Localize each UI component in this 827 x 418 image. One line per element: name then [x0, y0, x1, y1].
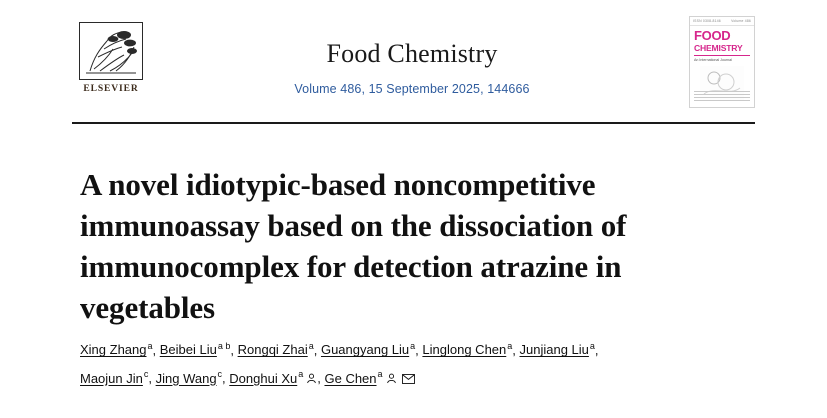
elsevier-wordmark: ELSEVIER [83, 84, 139, 94]
corresponding-author-email-icon[interactable] [402, 368, 415, 378]
author-separator: , [512, 342, 520, 358]
author-profile-icon[interactable] [386, 368, 397, 379]
cover-brand-line1: FOOD [694, 28, 731, 43]
cover-volume: Volume 486 [731, 19, 751, 23]
author-name: Ge Chen [324, 370, 377, 386]
author-affiliation: c [217, 369, 223, 380]
author-affiliation: a [410, 341, 416, 351]
journal-cover-thumbnail[interactable] [689, 16, 755, 108]
author-item[interactable] [229, 371, 317, 386]
author-profile-icon[interactable] [306, 368, 317, 379]
elsevier-tree-logo-icon [79, 22, 143, 80]
author-affiliation: a [507, 341, 513, 351]
author-name: Donghui Xu [229, 370, 298, 386]
author-name: Guangyang Liu [320, 342, 410, 358]
author-affiliation: a [589, 341, 595, 351]
author-separator: , [313, 342, 321, 358]
author-name: Maojun Jin [80, 370, 143, 386]
author-affiliation: a [298, 369, 304, 380]
author-affiliation: c [143, 369, 149, 380]
author-item[interactable] [321, 342, 415, 357]
author-affiliation: a [147, 341, 153, 351]
journal-title[interactable]: Food Chemistry [326, 39, 498, 68]
author-separator: , [594, 342, 599, 358]
author-item[interactable] [324, 371, 414, 386]
elsevier-logo [72, 22, 150, 106]
author-item[interactable] [422, 342, 512, 357]
journal-info [162, 40, 662, 96]
author-item[interactable] [156, 371, 222, 386]
cover-topbar [690, 17, 754, 26]
author-separator: , [148, 370, 156, 386]
author-separator: , [222, 370, 230, 386]
author-separator: , [152, 342, 160, 358]
author-name: Linglong Chen [422, 342, 507, 358]
author-separator: , [317, 370, 325, 386]
cover-text-lines [694, 91, 750, 103]
author-item[interactable] [80, 371, 148, 386]
author-item[interactable] [238, 342, 314, 357]
author-affiliation: a [377, 369, 383, 380]
author-item[interactable] [80, 342, 153, 357]
cover-rule [694, 55, 750, 56]
author-separator: , [415, 342, 423, 358]
journal-issue-line[interactable]: Volume 486, 15 September 2025, 144666 [294, 81, 530, 96]
author-name: Junjiang Liu [519, 342, 589, 358]
cover-brand-line2: CHEMISTRY [694, 43, 743, 53]
journal-header [72, 16, 755, 112]
cover-brand-block [690, 26, 754, 53]
author-item[interactable] [520, 342, 595, 357]
cover-tagline: An International Journal [694, 58, 732, 62]
author-affiliation: a [308, 341, 314, 351]
author-name: Jing Wang [155, 370, 217, 386]
author-name: Rongqi Zhai [237, 342, 308, 358]
header-divider [72, 122, 755, 124]
author-affiliation: a b [217, 341, 231, 351]
page-title: A novel idiotypic-based noncompetitive immunoassay based on the dissociation of immunocomplex for detection atrazine in vegetables [80, 166, 627, 325]
author-separator: , [230, 342, 238, 358]
author-name: Beibei Liu [159, 342, 217, 358]
author-name: Xing Zhang [80, 342, 147, 358]
cover-issn: ISSN 0308-8146 [693, 19, 721, 23]
author-list [80, 334, 750, 391]
author-item[interactable] [160, 342, 231, 357]
